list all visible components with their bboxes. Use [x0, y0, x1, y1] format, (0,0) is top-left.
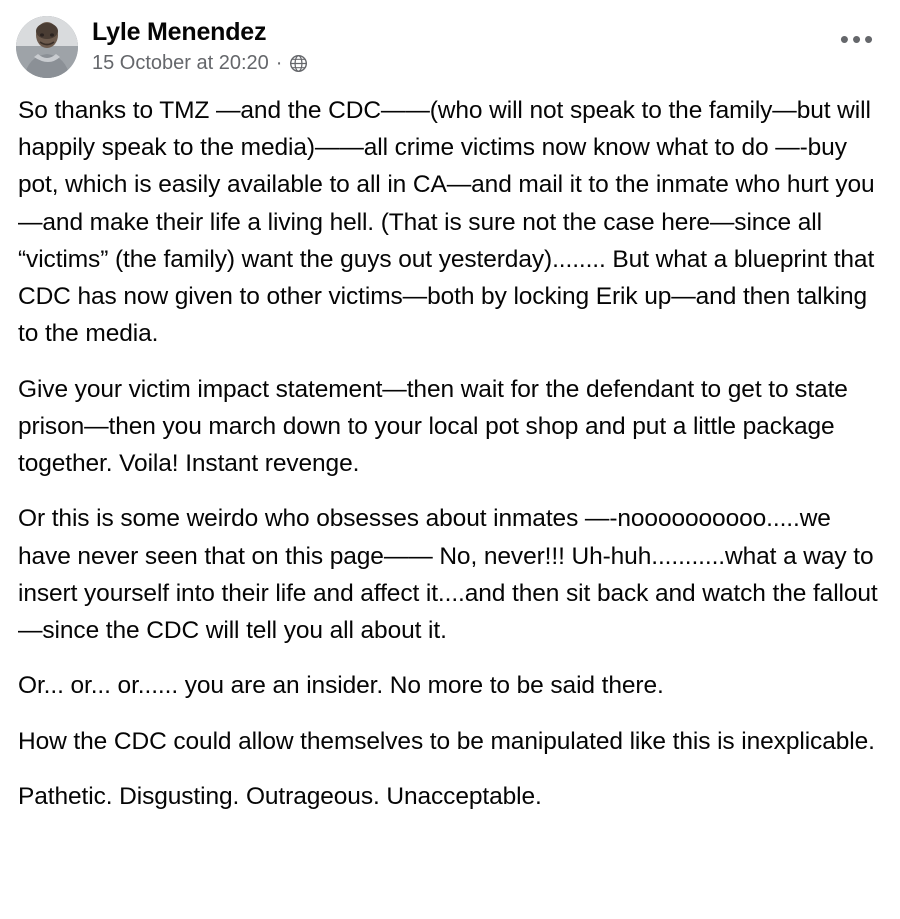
- post-paragraph: Give your victim impact statement—then wait for the defendant to get to state prison—then you march down to your local pot shop and put a little package together. Voila! Instant revenge.: [18, 375, 848, 478]
- post-body: [0, 78, 900, 815]
- post-paragraph: Pathetic. Disgusting. Outrageous. Unacceptable.: [18, 782, 542, 810]
- globe-icon-glyph: [289, 54, 308, 73]
- avatar[interactable]: [16, 16, 78, 78]
- post-paragraph: Or this is some weirdo who obsesses about inmates —-noooooooooo.....we have never seen that on this page—— No, never!!! Uh-huh...........what a way to insert yourself into their life and affect it....and then sit back and watch the fallout—since the CDC will tell you all about it.: [18, 505, 878, 645]
- post-meta: [92, 52, 308, 75]
- globe-icon[interactable]: [289, 54, 308, 73]
- post-timestamp[interactable]: 15 October at 20:20: [92, 51, 269, 74]
- post-header: [0, 0, 900, 78]
- post-author-name[interactable]: Lyle Menendez: [92, 18, 267, 46]
- post-paragraph: So thanks to TMZ —and the CDC——(who will not speak to the family—but will happily speak to the media)——all crime victims now know what to do —-buy pot, which is easily available to all in CA—and mail it to the inmate who hurt you—and make their life a living hell. (That is sure not the case here—since all “victims” (the family) want the guys out yesterday)........ But what a blueprint that CDC has now given to other victims—both by locking Erik up—and then talking to the media.: [18, 97, 875, 348]
- post-more-options-button[interactable]: •••: [839, 24, 877, 54]
- avatar-image: [16, 16, 78, 78]
- post-paragraph: Or... or... or...... you are an insider. No more to be said there.: [18, 672, 664, 700]
- post-header-text: [92, 16, 308, 75]
- meta-separator: ·: [275, 51, 283, 74]
- post-paragraph: How the CDC could allow themselves to be manipulated like this is inexplicable.: [18, 727, 875, 755]
